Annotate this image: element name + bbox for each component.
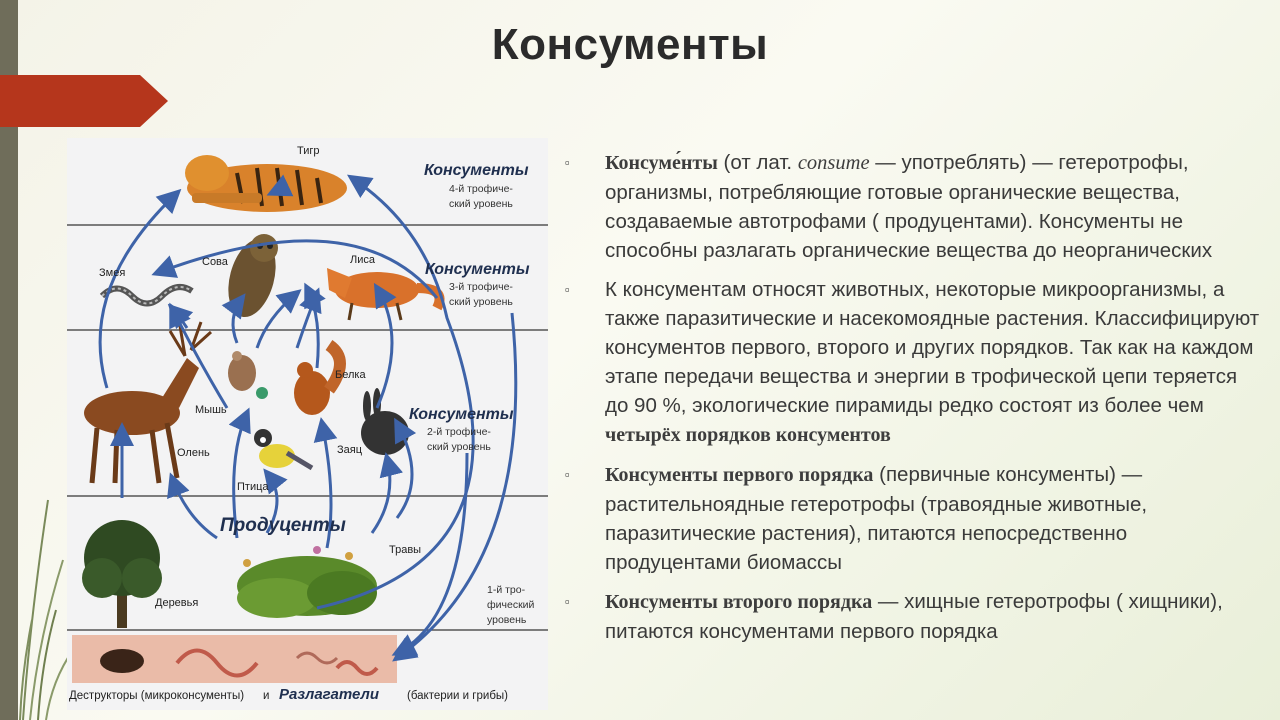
level4-line2: ский уровень <box>449 198 513 210</box>
level3-line2: ский уровень <box>449 296 513 308</box>
grass-illustration <box>237 546 377 618</box>
term-first-order: Консументы первого порядка <box>605 464 874 486</box>
label-owl: Сова <box>202 256 228 268</box>
latin-word: consume <box>797 152 870 174</box>
soil-band <box>72 635 397 683</box>
level3-heading: Консументы <box>425 261 530 278</box>
footer-and: и <box>263 690 270 702</box>
producers-heading: Продуценты <box>220 515 346 536</box>
emphasis-four-orders: четырёх порядков консументов <box>605 424 891 446</box>
label-mouse: Мышь <box>195 404 227 416</box>
label-squirrel: Белка <box>335 369 366 381</box>
tree-illustration <box>82 520 162 628</box>
bullet-item-classification <box>565 275 1265 450</box>
label-tiger: Тигр <box>297 145 320 157</box>
footer-decomposers-note: (бактерии и грибы) <box>407 690 508 702</box>
footer-destructors: Деструкторы (микроконсументы) <box>69 690 245 702</box>
label-snake: Змея <box>99 267 126 279</box>
slide-title: Консументы <box>491 20 769 69</box>
accent-arrow-shape <box>0 75 168 127</box>
bullet-marker: ▫ <box>565 282 570 297</box>
term-consumers: Консуме́нты <box>605 152 718 174</box>
label-grass: Травы <box>389 544 422 556</box>
definition-text-1: (от лат. <box>717 151 798 174</box>
level4-heading: Консументы <box>424 162 529 179</box>
bullet-item-definition <box>565 148 1265 265</box>
label-bird: Птица <box>237 481 269 493</box>
bullet-item-second-order <box>565 587 1265 646</box>
level2-heading: Консументы <box>409 406 514 423</box>
classification-text: К консументам относят животных, некоторые микроорганизмы, а также паразитические и насекомоядные растения. Классифицируют консументов первого, второго и других порядков. Так как на каждом этапе передачи вещества и энергии в трофической цепи теряется до 90 %, экологические пирамиды редко состоят из более чем <box>605 278 1260 417</box>
label-hare: Заяц <box>337 444 363 456</box>
label-trees: Деревья <box>155 597 199 609</box>
mouse-illustration <box>228 351 268 399</box>
bullet-marker: ▫ <box>565 594 570 609</box>
term-second-order: Консументы второго порядка <box>605 591 873 613</box>
bird-illustration <box>254 429 312 468</box>
bullet-item-first-order <box>565 460 1265 577</box>
level1-line2: фический <box>487 599 535 611</box>
level4-line1: 4-й трофиче- <box>449 183 513 195</box>
definition-text-2: — употреблять) — гетеротрофы, организмы, потребляющие готовые органические вещества, создаваемые автотрофами ( продуцентами). Консументы не способны разлагать органические вещества до неорганических <box>605 151 1213 262</box>
label-fox: Лиса <box>350 254 375 266</box>
bullet-marker: ▫ <box>565 467 570 482</box>
snake-illustration <box>102 287 192 304</box>
trophic-levels-diagram <box>67 138 548 710</box>
bullet-marker: ▫ <box>565 155 570 170</box>
footer-decomposers: Разлагатели <box>279 686 379 703</box>
level2-line1: 2-й трофиче- <box>427 426 491 438</box>
first-order-text: (первичные консументы) — растительноядные гетеротрофы (травоядные животные, паразитические растения), питаются непосредственно продуцентами биомассы <box>605 463 1148 574</box>
level2-line2: ский уровень <box>427 441 491 453</box>
second-order-text: — хищные гетеротрофы ( хищники), питаются консументами первого порядка <box>605 590 1223 643</box>
level1-line3: уровень <box>487 614 527 626</box>
level3-line1: 3-й трофиче- <box>449 281 513 293</box>
tiger-illustration <box>185 155 347 212</box>
level1-line1: 1-й тро- <box>487 584 526 596</box>
label-deer: Олень <box>177 447 210 459</box>
bullet-list <box>565 148 1265 656</box>
hare-illustration <box>361 388 409 455</box>
fox-illustration <box>327 268 440 320</box>
